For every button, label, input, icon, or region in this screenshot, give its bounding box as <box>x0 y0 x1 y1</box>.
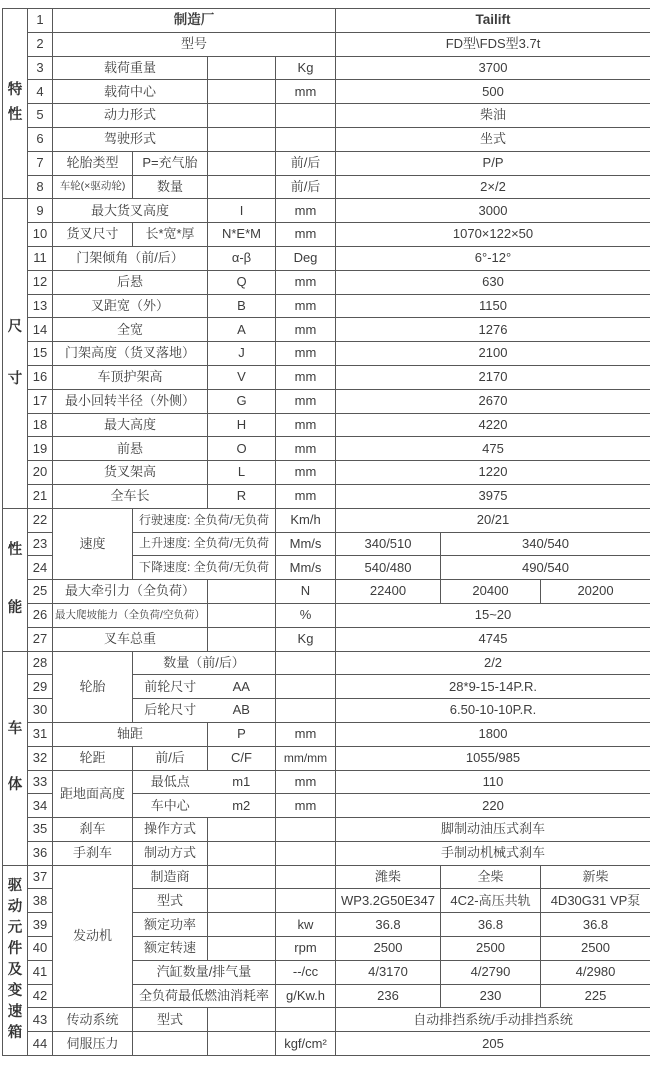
spec-cell: 1070×122×50 <box>336 223 650 247</box>
spec-cell: Kg <box>276 56 336 80</box>
spec-cell: 制造厂 <box>53 9 336 33</box>
spec-cell: 110 <box>336 770 650 794</box>
spec-cell: 630 <box>336 270 650 294</box>
row-number: 27 <box>28 627 53 651</box>
spec-cell: B <box>208 294 276 318</box>
empty-cell <box>208 1008 276 1032</box>
spec-cell: 操作方式 <box>133 818 208 842</box>
spec-cell: 6°-12° <box>336 246 650 270</box>
spec-cell: 脚制动油压式刹车 <box>336 818 650 842</box>
spec-row <box>3 80 650 104</box>
spec-cell: mm <box>276 342 336 366</box>
row-number: 41 <box>28 960 53 984</box>
spec-cell: J <box>208 342 276 366</box>
spec-cell: 速度 <box>53 508 133 579</box>
spec-cell: 36.8 <box>336 913 441 937</box>
row-number: 24 <box>28 556 53 580</box>
section-label-text: 性 能 <box>7 541 23 616</box>
spec-cell: 前/后 <box>276 175 336 199</box>
spec-cell: 最小回转半径（外侧） <box>53 389 208 413</box>
spec-cell: m2 <box>208 794 276 818</box>
row-number: 20 <box>28 461 53 485</box>
spec-cell: 传动系统 <box>53 1008 133 1032</box>
spec-cell: 15~20 <box>336 603 650 627</box>
empty-cell <box>208 889 276 913</box>
spec-cell: R <box>208 484 276 508</box>
spec-cell: 数量（前/后） <box>133 651 276 675</box>
spec-row <box>3 461 650 485</box>
spec-cell: 门架高度（货叉落地） <box>53 342 208 366</box>
spec-cell: Km/h <box>276 508 336 532</box>
row-number: 12 <box>28 270 53 294</box>
spec-cell: 最低点 <box>133 770 208 794</box>
empty-cell <box>208 80 276 104</box>
empty-cell <box>276 1008 336 1032</box>
spec-cell: m1 <box>208 770 276 794</box>
spec-cell: 载荷中心 <box>53 80 208 104</box>
spec-cell: FD型\FDS型3.7t <box>336 32 650 56</box>
row-number: 7 <box>28 151 53 175</box>
spec-cell: P/P <box>336 151 650 175</box>
spec-cell: 2670 <box>336 389 650 413</box>
spec-cell: 最大货叉高度 <box>53 199 208 223</box>
row-number: 33 <box>28 770 53 794</box>
spec-cell: 3700 <box>336 56 650 80</box>
section-label-text: 尺 寸 <box>7 318 23 387</box>
empty-cell <box>276 127 336 151</box>
empty-cell <box>208 175 276 199</box>
spec-cell: 490/540 <box>441 556 650 580</box>
spec-cell: 340/540 <box>441 532 650 556</box>
spec-cell: 车中心 <box>133 794 208 818</box>
row-number: 38 <box>28 889 53 913</box>
spec-cell: I <box>208 199 276 223</box>
spec-cell: mm <box>276 722 336 746</box>
spec-row <box>3 413 650 437</box>
section-label-text: 车 体 <box>7 721 23 794</box>
spec-cell: V <box>208 365 276 389</box>
spec-cell: 刹车 <box>53 818 133 842</box>
spec-cell: 车轮(×驱动轮) <box>53 175 133 199</box>
spec-cell: mm <box>276 770 336 794</box>
row-number: 14 <box>28 318 53 342</box>
row-number: 42 <box>28 984 53 1008</box>
spec-row <box>3 223 650 247</box>
empty-cell <box>276 818 336 842</box>
spec-row <box>3 294 650 318</box>
spec-cell: Deg <box>276 246 336 270</box>
spec-row <box>3 603 650 627</box>
spec-cell: 475 <box>336 437 650 461</box>
spec-cell: 全宽 <box>53 318 208 342</box>
spec-cell: Q <box>208 270 276 294</box>
spec-cell: 3975 <box>336 484 650 508</box>
spec-cell: 3000 <box>336 199 650 223</box>
row-number: 43 <box>28 1008 53 1032</box>
row-number: 35 <box>28 818 53 842</box>
spec-cell: 前/后 <box>276 151 336 175</box>
row-number: 19 <box>28 437 53 461</box>
spec-cell: mm <box>276 794 336 818</box>
section-label <box>3 651 28 865</box>
spec-cell: 型号 <box>53 32 336 56</box>
spec-cell: 坐式 <box>336 127 650 151</box>
row-number: 39 <box>28 913 53 937</box>
spec-cell: 数量 <box>133 175 208 199</box>
empty-cell <box>276 699 336 723</box>
spec-cell: 1055/985 <box>336 746 650 770</box>
empty-cell <box>276 865 336 889</box>
spec-cell: 4/2980 <box>541 960 650 984</box>
spec-cell: 4C2-高压共轨 <box>441 889 541 913</box>
spec-cell: 最大牵引力（全负荷） <box>53 580 208 604</box>
spec-row <box>3 32 650 56</box>
spec-cell: 动力形式 <box>53 104 208 128</box>
row-number: 21 <box>28 484 53 508</box>
spec-row <box>3 651 650 675</box>
spec-cell: --/cc <box>276 960 336 984</box>
spec-cell: 2/2 <box>336 651 650 675</box>
empty-cell <box>276 651 336 675</box>
spec-cell: 236 <box>336 984 441 1008</box>
spec-cell: g/Kw.h <box>276 984 336 1008</box>
empty-cell <box>208 841 276 865</box>
spec-row <box>3 627 650 651</box>
spec-row <box>3 318 650 342</box>
spec-cell: 205 <box>336 1032 650 1056</box>
row-number: 6 <box>28 127 53 151</box>
spec-cell: 2170 <box>336 365 650 389</box>
spec-cell: 2500 <box>541 937 650 961</box>
spec-cell: 36.8 <box>441 913 541 937</box>
spec-cell: 行驶速度: 全负荷/无负荷 <box>133 508 276 532</box>
section-label <box>3 508 28 651</box>
spec-cell: H <box>208 413 276 437</box>
spec-row <box>3 342 650 366</box>
spec-row <box>3 722 650 746</box>
spec-cell: 轴距 <box>53 722 208 746</box>
empty-cell <box>208 151 276 175</box>
spec-row <box>3 580 650 604</box>
spec-cell: mm <box>276 223 336 247</box>
spec-cell: 1800 <box>336 722 650 746</box>
spec-cell: L <box>208 461 276 485</box>
spec-row <box>3 841 650 865</box>
spec-cell: 2100 <box>336 342 650 366</box>
row-number: 13 <box>28 294 53 318</box>
spec-cell: mm <box>276 389 336 413</box>
empty-cell <box>208 104 276 128</box>
row-number: 22 <box>28 508 53 532</box>
spec-cell: N*E*M <box>208 223 276 247</box>
spec-cell: 20200 <box>541 580 650 604</box>
row-number: 36 <box>28 841 53 865</box>
row-number: 4 <box>28 80 53 104</box>
row-number: 40 <box>28 937 53 961</box>
spec-row <box>3 389 650 413</box>
spec-cell: 1150 <box>336 294 650 318</box>
spec-cell: 后轮尺寸 <box>133 699 208 723</box>
spec-table <box>2 8 650 1056</box>
empty-cell <box>276 104 336 128</box>
spec-cell: 距地面高度 <box>53 770 133 818</box>
spec-row <box>3 56 650 80</box>
spec-cell: Mm/s <box>276 556 336 580</box>
spec-cell: mm <box>276 413 336 437</box>
spec-row <box>3 151 650 175</box>
spec-cell: 叉距宽（外） <box>53 294 208 318</box>
spec-cell: mm <box>276 270 336 294</box>
spec-cell: 自动排挡系统/手动排挡系统 <box>336 1008 650 1032</box>
section-label <box>3 9 28 199</box>
row-number: 29 <box>28 675 53 699</box>
spec-row <box>3 199 650 223</box>
spec-cell: 540/480 <box>336 556 441 580</box>
spec-row <box>3 365 650 389</box>
spec-cell: α-β <box>208 246 276 270</box>
row-number: 32 <box>28 746 53 770</box>
row-number: 16 <box>28 365 53 389</box>
spec-cell: 轮距 <box>53 746 133 770</box>
empty-cell <box>208 127 276 151</box>
spec-cell: % <box>276 603 336 627</box>
spec-cell: 轮胎类型 <box>53 151 133 175</box>
spec-row <box>3 508 650 532</box>
row-number: 18 <box>28 413 53 437</box>
spec-cell: A <box>208 318 276 342</box>
spec-cell: 型式 <box>133 1008 208 1032</box>
empty-cell <box>208 865 276 889</box>
row-number: 9 <box>28 199 53 223</box>
spec-cell: 制造商 <box>133 865 208 889</box>
spec-row <box>3 746 650 770</box>
spec-cell: mm/mm <box>276 746 336 770</box>
spec-row <box>3 246 650 270</box>
spec-cell: 225 <box>541 984 650 1008</box>
spec-cell: 下降速度: 全负荷/无负荷 <box>133 556 276 580</box>
spec-cell: 20400 <box>441 580 541 604</box>
spec-row <box>3 865 650 889</box>
row-number: 10 <box>28 223 53 247</box>
spec-cell: mm <box>276 80 336 104</box>
spec-row <box>3 127 650 151</box>
spec-cell: mm <box>276 461 336 485</box>
spec-cell: 36.8 <box>541 913 650 937</box>
spec-cell: 前悬 <box>53 437 208 461</box>
spec-row <box>3 818 650 842</box>
spec-cell: 4745 <box>336 627 650 651</box>
spec-cell: 230 <box>441 984 541 1008</box>
row-number: 25 <box>28 580 53 604</box>
spec-cell: 货叉尺寸 <box>53 223 133 247</box>
spec-cell: 上升速度: 全负荷/无负荷 <box>133 532 276 556</box>
spec-cell: 前轮尺寸 <box>133 675 208 699</box>
spec-cell: 叉车总重 <box>53 627 208 651</box>
spec-cell: 4/3170 <box>336 960 441 984</box>
spec-cell: N <box>276 580 336 604</box>
spec-cell: C/F <box>208 746 276 770</box>
spec-cell: 最大高度 <box>53 413 208 437</box>
spec-cell: 4D30G31 VP泵 <box>541 889 650 913</box>
spec-row <box>3 9 650 33</box>
spec-cell: AB <box>208 699 276 723</box>
spec-row <box>3 1032 650 1056</box>
spec-cell: 2×/2 <box>336 175 650 199</box>
spec-cell: WP3.2G50E347 <box>336 889 441 913</box>
spec-cell: 500 <box>336 80 650 104</box>
spec-cell: 1220 <box>336 461 650 485</box>
spec-cell: 前/后 <box>133 746 208 770</box>
spec-row <box>3 770 650 794</box>
spec-cell: O <box>208 437 276 461</box>
row-number: 44 <box>28 1032 53 1056</box>
spec-cell: 货叉架高 <box>53 461 208 485</box>
spec-cell: kw <box>276 913 336 937</box>
row-number: 8 <box>28 175 53 199</box>
spec-cell: 4/2790 <box>441 960 541 984</box>
spec-cell: 伺服压力 <box>53 1032 133 1056</box>
spec-row <box>3 175 650 199</box>
empty-cell <box>208 627 276 651</box>
spec-cell: mm <box>276 484 336 508</box>
spec-cell: P=充气胎 <box>133 151 208 175</box>
spec-cell: rpm <box>276 937 336 961</box>
spec-cell: 20/21 <box>336 508 650 532</box>
spec-cell: 型式 <box>133 889 208 913</box>
spec-cell: mm <box>276 318 336 342</box>
spec-cell: 220 <box>336 794 650 818</box>
empty-cell <box>208 1032 276 1056</box>
spec-cell: 全车长 <box>53 484 208 508</box>
spec-row <box>3 484 650 508</box>
row-number: 11 <box>28 246 53 270</box>
section-label-text: 驱 动 元 件 及 变 速 箱 <box>7 878 23 1041</box>
spec-cell: 2500 <box>336 937 441 961</box>
spec-cell: mm <box>276 294 336 318</box>
spec-row <box>3 104 650 128</box>
spec-cell: 6.50-10-10P.R. <box>336 699 650 723</box>
spec-cell: mm <box>276 365 336 389</box>
spec-cell: 后悬 <box>53 270 208 294</box>
row-number: 1 <box>28 9 53 33</box>
row-number: 31 <box>28 722 53 746</box>
empty-cell <box>133 1032 208 1056</box>
row-number: 3 <box>28 56 53 80</box>
spec-cell: 长*宽*厚 <box>133 223 208 247</box>
row-number: 17 <box>28 389 53 413</box>
section-label <box>3 865 28 1055</box>
spec-cell: kgf/cm² <box>276 1032 336 1056</box>
row-number: 30 <box>28 699 53 723</box>
row-number: 37 <box>28 865 53 889</box>
spec-cell: 手制动机械式刹车 <box>336 841 650 865</box>
spec-row <box>3 1008 650 1032</box>
spec-cell: G <box>208 389 276 413</box>
spec-cell: 额定转速 <box>133 937 208 961</box>
spec-cell: Tailift <box>336 9 650 33</box>
empty-cell <box>208 56 276 80</box>
spec-row <box>3 437 650 461</box>
empty-cell <box>208 937 276 961</box>
spec-cell: Mm/s <box>276 532 336 556</box>
spec-cell: 4220 <box>336 413 650 437</box>
spec-cell: 载荷重量 <box>53 56 208 80</box>
row-number: 34 <box>28 794 53 818</box>
spec-cell: 1276 <box>336 318 650 342</box>
section-label <box>3 199 28 508</box>
spec-cell: P <box>208 722 276 746</box>
spec-cell: 门架倾角（前/后） <box>53 246 208 270</box>
spec-cell: 340/510 <box>336 532 441 556</box>
spec-cell: 潍柴 <box>336 865 441 889</box>
empty-cell <box>208 913 276 937</box>
empty-cell <box>276 841 336 865</box>
spec-cell: 汽缸数量/排气量 <box>133 960 276 984</box>
spec-cell: 轮胎 <box>53 651 133 722</box>
spec-cell: 22400 <box>336 580 441 604</box>
row-number: 2 <box>28 32 53 56</box>
spec-cell: 2500 <box>441 937 541 961</box>
empty-cell <box>208 580 276 604</box>
spec-cell: 驾驶形式 <box>53 127 208 151</box>
spec-cell: mm <box>276 437 336 461</box>
spec-cell: mm <box>276 199 336 223</box>
row-number: 15 <box>28 342 53 366</box>
empty-cell <box>208 603 276 627</box>
spec-cell: 最大爬坡能力（全负荷/空负荷） <box>53 603 208 627</box>
spec-cell: 手刹车 <box>53 841 133 865</box>
row-number: 28 <box>28 651 53 675</box>
spec-cell: 发动机 <box>53 865 133 1008</box>
spec-row <box>3 270 650 294</box>
row-number: 26 <box>28 603 53 627</box>
spec-cell: AA <box>208 675 276 699</box>
spec-cell: 28*9-15-14P.R. <box>336 675 650 699</box>
spec-cell: 全负荷最低燃油消耗率 <box>133 984 276 1008</box>
spec-cell: 车顶护架高 <box>53 365 208 389</box>
spec-cell: 全柴 <box>441 865 541 889</box>
empty-cell <box>276 675 336 699</box>
empty-cell <box>276 889 336 913</box>
spec-cell: 新柴 <box>541 865 650 889</box>
spec-cell: Kg <box>276 627 336 651</box>
empty-cell <box>208 818 276 842</box>
spec-cell: 制动方式 <box>133 841 208 865</box>
row-number: 23 <box>28 532 53 556</box>
spec-cell: 柴油 <box>336 104 650 128</box>
row-number: 5 <box>28 104 53 128</box>
section-label-text: 特 性 <box>7 82 23 124</box>
spec-cell: 额定功率 <box>133 913 208 937</box>
